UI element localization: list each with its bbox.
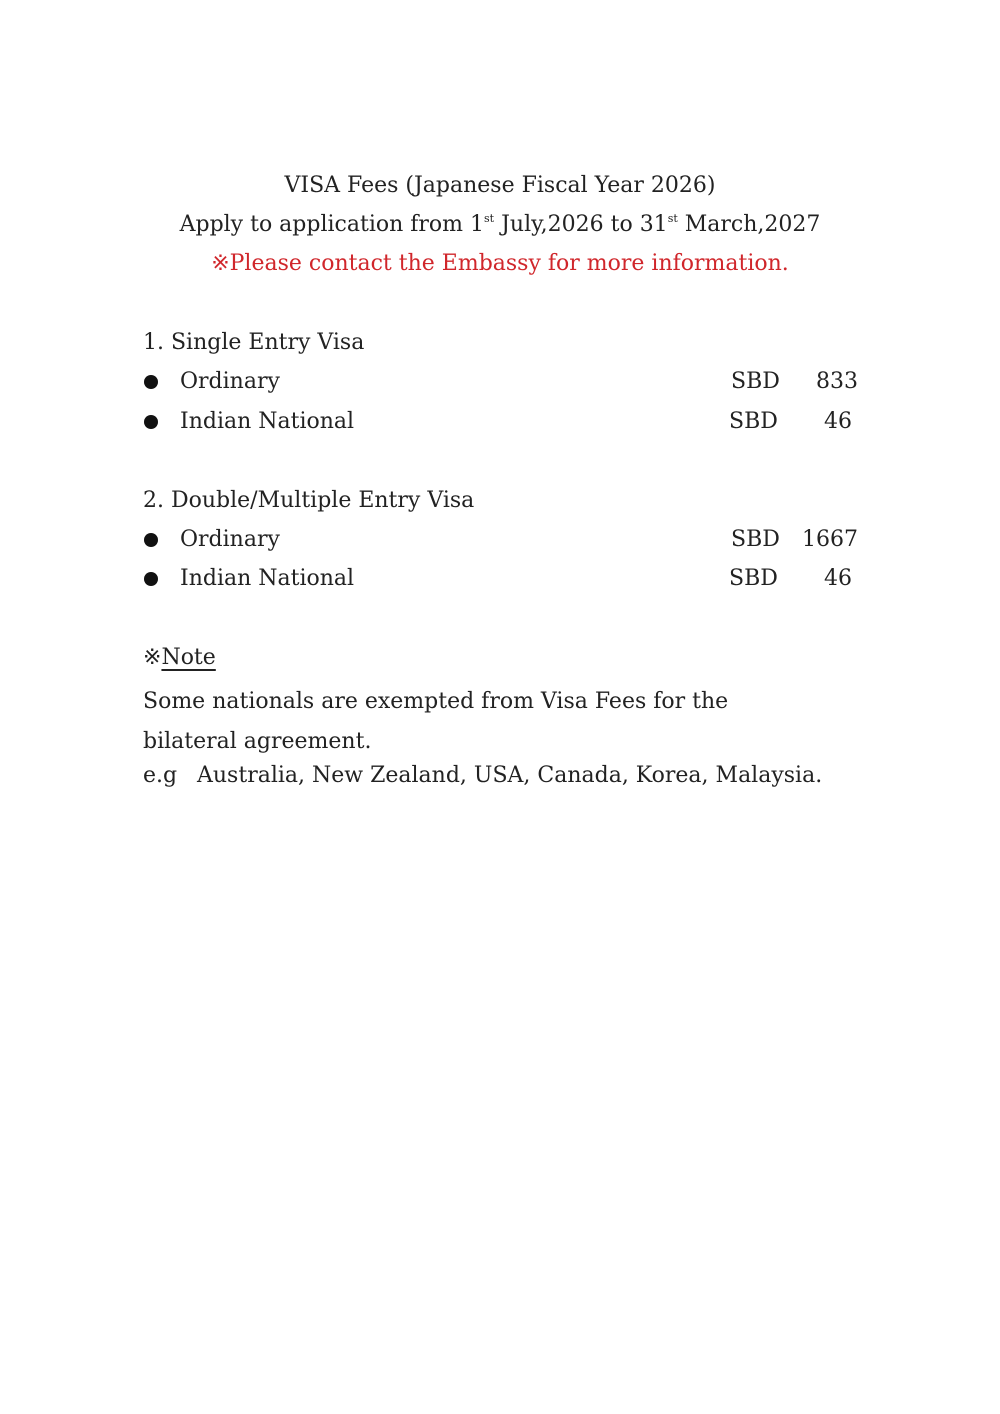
fee-currency: SBD — [729, 409, 778, 434]
fee-label: Indian National — [180, 566, 355, 591]
fee-row — [143, 407, 858, 437]
fee-amount: 46 — [824, 409, 852, 434]
contact-notice: ※Please contact the Embassy for more information. — [211, 251, 789, 276]
note-body: Some nationals are exempted from Visa Fees for the bilateral agreement. — [143, 689, 729, 754]
fee-row — [143, 525, 858, 555]
application-period — [0, 210, 1000, 240]
fee-currency: SBD — [731, 369, 780, 394]
fee-amount: 833 — [816, 369, 858, 394]
example-label: e.g — [143, 763, 178, 788]
period-start-sup: st — [484, 212, 495, 225]
period-prefix: Apply to application from 1 — [179, 212, 485, 237]
reference-mark: ※ — [143, 645, 162, 670]
section-title-multiple-entry: 2. Double/Multiple Entry Visa — [143, 488, 475, 513]
fee-row — [143, 367, 858, 397]
bullet-icon — [144, 572, 158, 586]
section-title-single-entry: 1. Single Entry Visa — [143, 330, 365, 355]
note-heading — [143, 643, 216, 673]
fee-currency: SBD — [729, 566, 778, 591]
fee-amount: 46 — [824, 566, 852, 591]
example-line — [143, 761, 822, 791]
period-suffix: March,2027 — [677, 212, 821, 237]
note-title: Note — [161, 645, 216, 670]
fee-currency: SBD — [731, 527, 780, 552]
bullet-icon — [144, 375, 158, 389]
bullet-icon — [144, 415, 158, 429]
document-title: VISA Fees (Japanese Fiscal Year 2026) — [284, 173, 716, 198]
fee-label: Indian National — [180, 409, 355, 434]
bullet-icon — [144, 533, 158, 547]
fee-label: Ordinary — [180, 527, 280, 552]
fee-label: Ordinary — [180, 369, 280, 394]
period-middle: July,2026 to 31 — [494, 212, 668, 237]
example-countries: Australia, New Zealand, USA, Canada, Korea, Malaysia. — [197, 763, 823, 788]
fee-row — [143, 564, 858, 594]
period-end-sup: st — [667, 212, 678, 225]
fee-amount: 1667 — [802, 527, 858, 552]
